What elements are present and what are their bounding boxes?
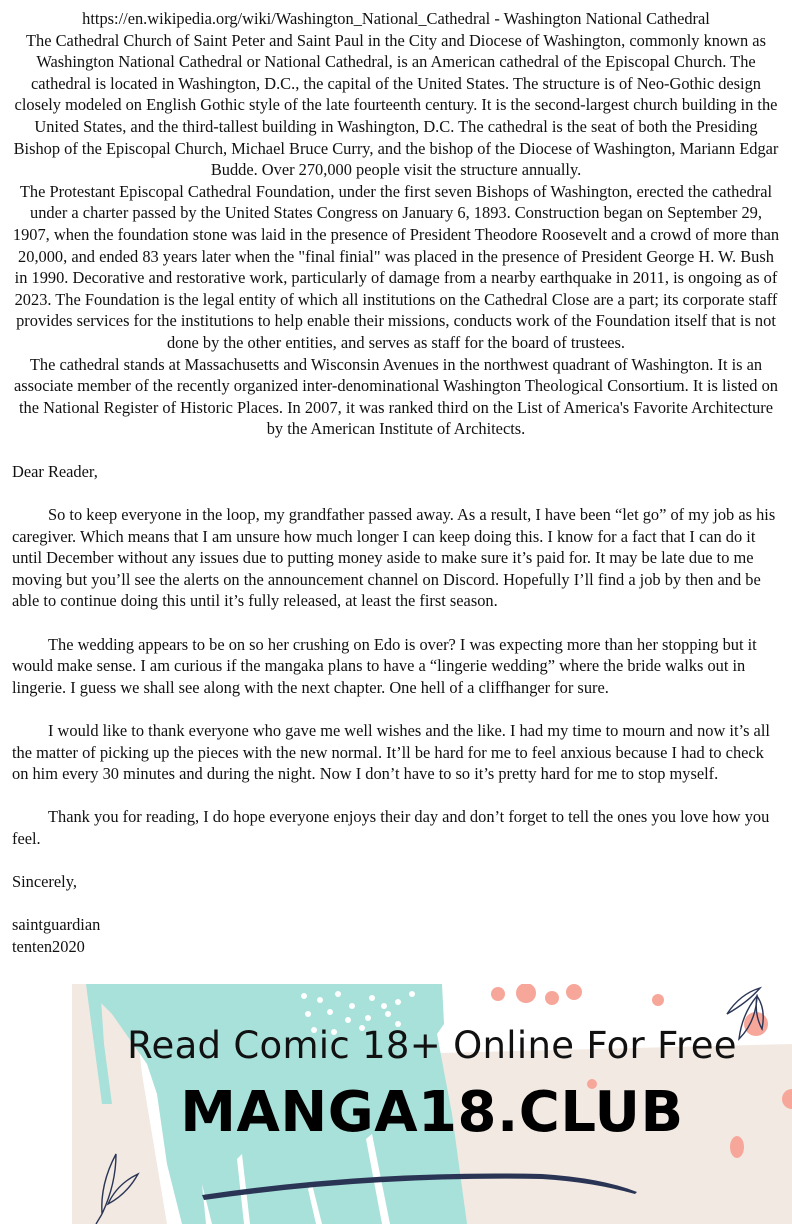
letter-paragraph-3: I would like to thank everyone who gave me well wishes and the like. I had my time to mourn and now it’s all the matter of picking up the pieces with the new normal. It’ll be hard for me to feel anxious because I had to check on him every 30 minutes and during the night. Now I don’t have to so it’s pretty hard for me to stop myself.: [12, 721, 770, 784]
letter-paragraph-2: The wedding appears to be on so her crushing on Edo is over? I was expecting more than her stopping but it would make sense. I am curious if the mangaka plans to have a “lingerie wedding” where the bride walks out in lingerie. I guess we shall see along with the next chapter. One hell of a cliffhanger for sure.: [12, 634, 757, 697]
banner-site-name[interactable]: MANGA18.CLUB: [180, 1080, 684, 1145]
article-excerpt: [0, 0, 792, 440]
letter-paragraph-4: Thank you for reading, I do hope everyone enjoys their day and don’t forget to tell the ones you love how you feel.: [12, 807, 770, 848]
signature-line-1: saintguardian: [12, 915, 101, 935]
watermark-banner[interactable]: [72, 984, 792, 1224]
article-paragraph-3: The cathedral stands at Massachusetts and Wisconsin Avenues in the northwest quadrant of Washington. It is an associate member of the recently organized inter-denominational Washington Theological Consortium. It is listed on the National Register of Historic Places. In 2007, it was ranked third on the List of America's Favorite Architecture by the American Institute of Architects.: [14, 354, 778, 439]
signature-line-2: tenten2020: [12, 936, 85, 956]
banner-tagline: Read Comic 18+ Online For Free: [127, 1024, 737, 1067]
article-paragraph-2: The Protestant Episcopal Cathedral Foundation, under the first seven Bishops of Washington, erected the cathedral under a charter passed by the United States Congress on January 6, 1893. Construction began on September 29, 1907, when the foundation stone was laid in the presence of President Theodore Roosevelt and a crowd of more than 20,000, and ended 83 years later when the "final finial" was placed in the presence of President George H. W. Bush in 1990. Decorative and restorative work, particularly of damage from a nearby earthquake in 2011, is ongoing as of 2023. The Foundation is the legal entity of which all institutions on the Cathedral Close are a part; its corporate staff provides services for the institutions to help enable their missions, conducts work of the Foundation itself that is not done by the other entities, and serves as staff for the board of trustees.: [12, 181, 780, 352]
letter-closing: Sincerely,: [12, 872, 77, 892]
letter-paragraph-1: So to keep everyone in the loop, my grandfather passed away. As a result, I have been “let go” of my job as his caregiver. Which means that I am unsure how much longer I can keep doing this. I know for a fact that I can do it until December without any issues due to putting money aside to make sure it’s paid for. It may be late due to me moving but you’ll see the alerts on the announcement channel on Discord. Hopefully I’ll find a job by then and be able to continue doing this until it’s fully released, at least the first season.: [12, 505, 776, 611]
letter-salutation: Dear Reader,: [12, 461, 98, 481]
article-paragraph-1: The Cathedral Church of Saint Peter and Saint Paul in the City and Diocese of Washington, commonly known as Washington National Cathedral or National Cathedral, is an American cathedral of the Episcopal Church. The cathedral is located in Washington, D.C., the capital of the United States. The structure is of Neo-Gothic design closely modeled on English Gothic style of the late fourteenth century. It is the second-largest church building in the United States, and the third-tallest building in Washington, D.C. The cathedral is the seat of both the Presiding Bishop of the Episcopal Church, Michael Bruce Curry, and the bishop of the Diocese of Washington, Mariann Edgar Budde. Over 270,000 people visit the structure annually.: [13, 30, 779, 180]
source-line: https://en.wikipedia.org/wiki/Washington_National_Cathedral - Washington National Cathedral: [82, 9, 710, 28]
letter-signature: [12, 914, 780, 957]
letter-body: [0, 461, 792, 958]
